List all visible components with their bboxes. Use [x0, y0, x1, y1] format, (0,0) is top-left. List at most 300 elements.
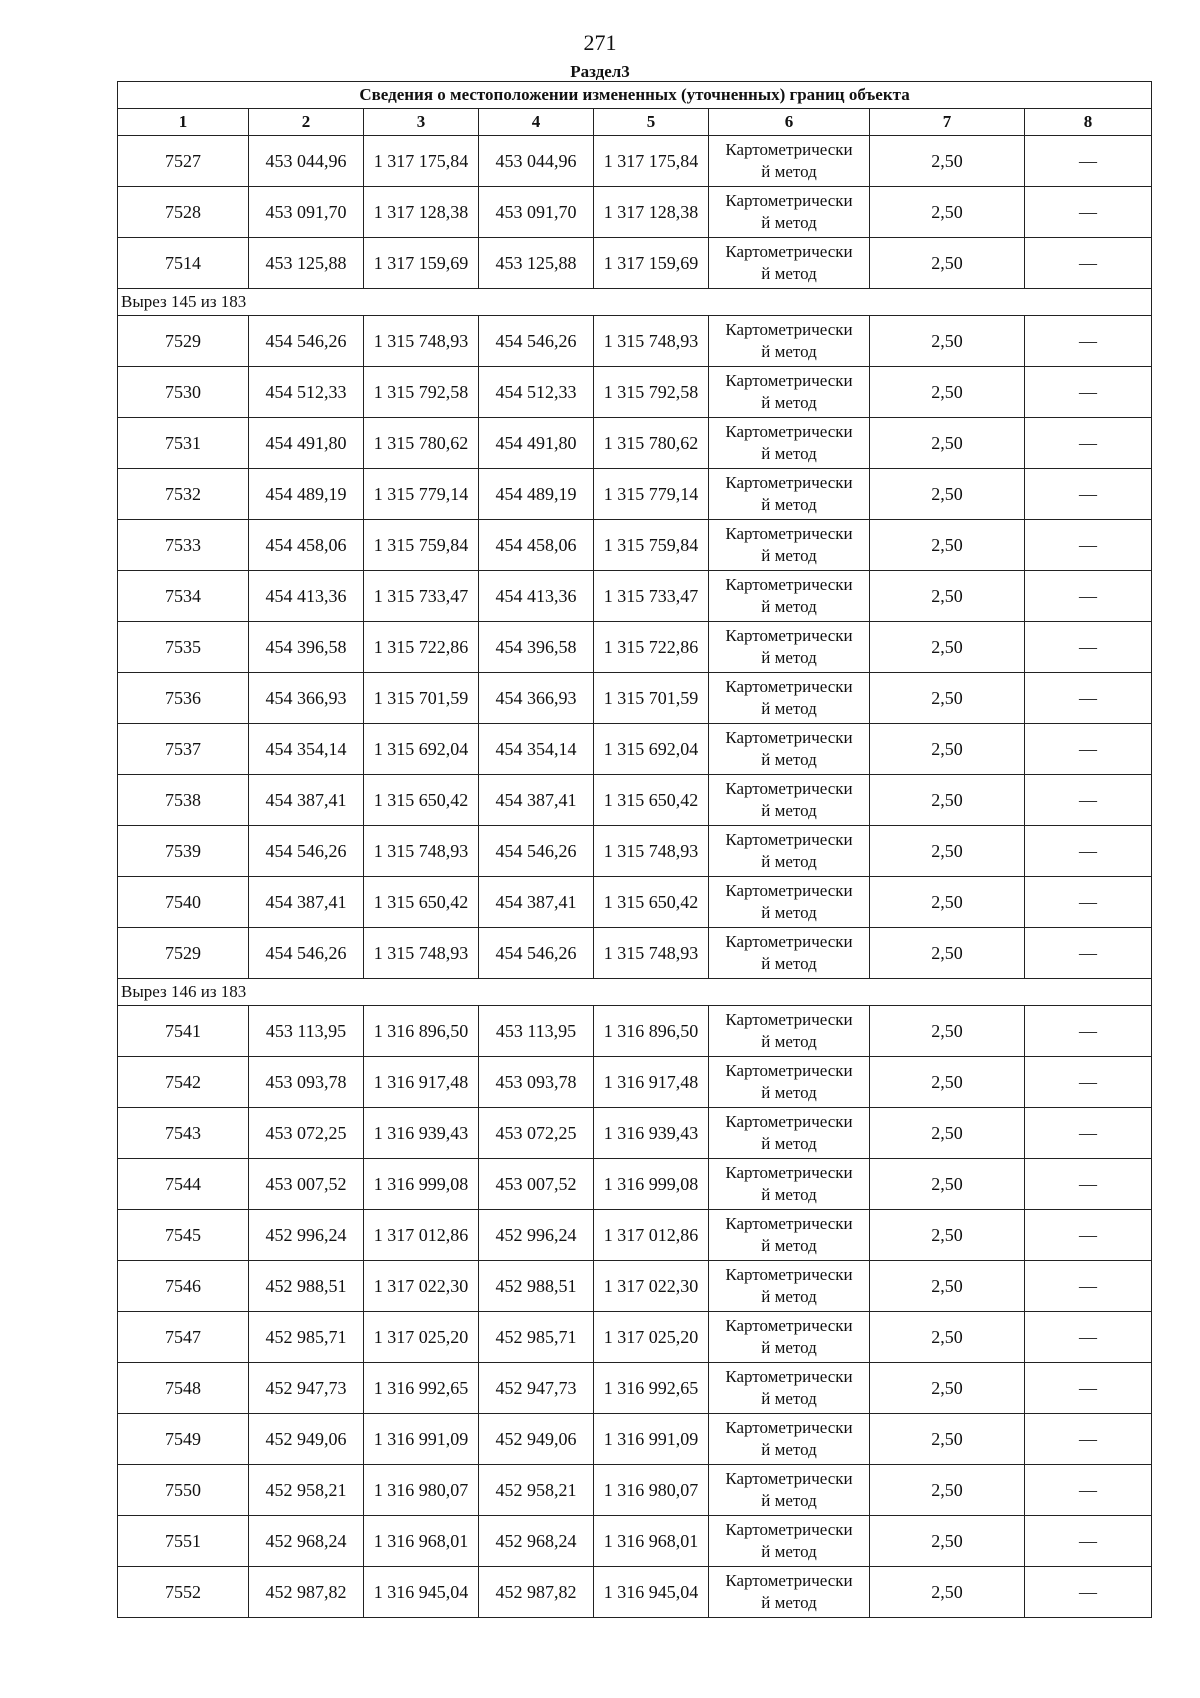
y-existing-cell: 1 315 792,58	[364, 367, 479, 418]
table-row	[118, 673, 1152, 724]
accuracy-cell: 2,50	[870, 136, 1025, 187]
method-line: Картометрически	[725, 320, 853, 339]
x-existing-cell: 452 958,21	[249, 1465, 364, 1516]
y-refined-cell: 1 315 692,04	[594, 724, 709, 775]
x-existing-cell: 454 546,26	[249, 316, 364, 367]
method-cell	[709, 1363, 870, 1414]
description-cell: —	[1025, 469, 1152, 520]
x-existing-cell: 454 491,80	[249, 418, 364, 469]
column-number: 6	[709, 109, 870, 136]
point-number-cell: 7547	[118, 1312, 249, 1363]
x-existing-cell: 454 489,19	[249, 469, 364, 520]
table-row	[118, 1567, 1152, 1618]
table-row	[118, 826, 1152, 877]
method-cell	[709, 1210, 870, 1261]
y-existing-cell: 1 315 650,42	[364, 877, 479, 928]
description-cell: —	[1025, 1465, 1152, 1516]
accuracy-cell: 2,50	[870, 1159, 1025, 1210]
y-refined-cell: 1 316 939,43	[594, 1108, 709, 1159]
column-number: 2	[249, 109, 364, 136]
method-line: Картометрически	[725, 1367, 853, 1386]
description-cell: —	[1025, 724, 1152, 775]
description-cell: —	[1025, 1414, 1152, 1465]
method-line: Картометрически	[725, 1163, 853, 1182]
x-existing-cell: 453 007,52	[249, 1159, 364, 1210]
accuracy-cell: 2,50	[870, 1465, 1025, 1516]
y-existing-cell: 1 315 748,93	[364, 928, 479, 979]
table-row	[118, 1159, 1152, 1210]
x-existing-cell: 454 396,58	[249, 622, 364, 673]
method-cell	[709, 469, 870, 520]
x-existing-cell: 452 985,71	[249, 1312, 364, 1363]
description-cell: —	[1025, 316, 1152, 367]
method-cell	[709, 724, 870, 775]
x-refined-cell: 454 413,36	[479, 571, 594, 622]
method-line: Картометрически	[725, 1061, 853, 1080]
method-line: й метод	[761, 699, 817, 718]
description-cell: —	[1025, 367, 1152, 418]
x-existing-cell: 453 072,25	[249, 1108, 364, 1159]
method-line: й метод	[761, 444, 817, 463]
table-row	[118, 1210, 1152, 1261]
description-cell: —	[1025, 520, 1152, 571]
x-refined-cell: 454 354,14	[479, 724, 594, 775]
method-line: й метод	[761, 264, 817, 283]
table-row	[118, 367, 1152, 418]
method-cell	[709, 1465, 870, 1516]
x-existing-cell: 453 093,78	[249, 1057, 364, 1108]
method-line: й метод	[761, 954, 817, 973]
y-existing-cell: 1 317 175,84	[364, 136, 479, 187]
x-refined-cell: 454 396,58	[479, 622, 594, 673]
description-cell: —	[1025, 1006, 1152, 1057]
description-cell: —	[1025, 1108, 1152, 1159]
point-number-cell: 7541	[118, 1006, 249, 1057]
y-refined-cell: 1 315 780,62	[594, 418, 709, 469]
accuracy-cell: 2,50	[870, 724, 1025, 775]
point-number-cell: 7533	[118, 520, 249, 571]
column-number: 3	[364, 109, 479, 136]
x-existing-cell: 454 387,41	[249, 877, 364, 928]
point-number-cell: 7535	[118, 622, 249, 673]
y-refined-cell: 1 315 748,93	[594, 316, 709, 367]
table-row	[118, 724, 1152, 775]
y-existing-cell: 1 315 692,04	[364, 724, 479, 775]
accuracy-cell: 2,50	[870, 187, 1025, 238]
point-number-cell: 7536	[118, 673, 249, 724]
accuracy-cell: 2,50	[870, 520, 1025, 571]
table-row	[118, 775, 1152, 826]
column-number-row	[118, 109, 1152, 136]
y-refined-cell: 1 315 779,14	[594, 469, 709, 520]
x-existing-cell: 454 546,26	[249, 928, 364, 979]
method-line: Картометрически	[725, 1469, 853, 1488]
y-existing-cell: 1 315 779,14	[364, 469, 479, 520]
method-cell	[709, 928, 870, 979]
x-existing-cell: 452 996,24	[249, 1210, 364, 1261]
description-cell: —	[1025, 622, 1152, 673]
y-existing-cell: 1 317 159,69	[364, 238, 479, 289]
method-line: й метод	[761, 162, 817, 181]
x-existing-cell: 452 968,24	[249, 1516, 364, 1567]
x-existing-cell: 454 458,06	[249, 520, 364, 571]
y-existing-cell: 1 316 999,08	[364, 1159, 479, 1210]
x-existing-cell: 453 091,70	[249, 187, 364, 238]
method-line: Картометрически	[725, 371, 853, 390]
y-existing-cell: 1 315 650,42	[364, 775, 479, 826]
group-header-row	[118, 979, 1152, 1006]
x-refined-cell: 452 985,71	[479, 1312, 594, 1363]
y-refined-cell: 1 317 159,69	[594, 238, 709, 289]
y-existing-cell: 1 317 025,20	[364, 1312, 479, 1363]
method-line: й метод	[761, 1032, 817, 1051]
x-existing-cell: 452 988,51	[249, 1261, 364, 1312]
table-row	[118, 1006, 1152, 1057]
method-cell	[709, 1108, 870, 1159]
coordinates-table	[117, 81, 1152, 1618]
y-refined-cell: 1 315 733,47	[594, 571, 709, 622]
method-line: й метод	[761, 1236, 817, 1255]
y-existing-cell: 1 315 748,93	[364, 826, 479, 877]
method-cell	[709, 136, 870, 187]
method-cell	[709, 418, 870, 469]
accuracy-cell: 2,50	[870, 1006, 1025, 1057]
method-cell	[709, 367, 870, 418]
column-number: 7	[870, 109, 1025, 136]
method-line: Картометрически	[725, 473, 853, 492]
x-refined-cell: 452 987,82	[479, 1567, 594, 1618]
x-refined-cell: 453 044,96	[479, 136, 594, 187]
x-refined-cell: 454 491,80	[479, 418, 594, 469]
x-refined-cell: 454 366,93	[479, 673, 594, 724]
method-line: й метод	[761, 1542, 817, 1561]
x-refined-cell: 453 113,95	[479, 1006, 594, 1057]
point-number-cell: 7550	[118, 1465, 249, 1516]
group-header: Вырез 146 из 183	[118, 979, 1152, 1006]
x-refined-cell: 452 996,24	[479, 1210, 594, 1261]
method-cell	[709, 826, 870, 877]
point-number-cell: 7538	[118, 775, 249, 826]
table-row	[118, 187, 1152, 238]
x-refined-cell: 452 947,73	[479, 1363, 594, 1414]
accuracy-cell: 2,50	[870, 1414, 1025, 1465]
method-cell	[709, 1261, 870, 1312]
y-existing-cell: 1 316 939,43	[364, 1108, 479, 1159]
y-refined-cell: 1 316 991,09	[594, 1414, 709, 1465]
description-cell: —	[1025, 826, 1152, 877]
description-cell: —	[1025, 673, 1152, 724]
y-refined-cell: 1 315 722,86	[594, 622, 709, 673]
method-line: Картометрически	[725, 830, 853, 849]
x-existing-cell: 454 387,41	[249, 775, 364, 826]
method-line: й метод	[761, 648, 817, 667]
y-existing-cell: 1 315 701,59	[364, 673, 479, 724]
method-cell	[709, 622, 870, 673]
column-number: 5	[594, 109, 709, 136]
x-refined-cell: 454 546,26	[479, 826, 594, 877]
accuracy-cell: 2,50	[870, 571, 1025, 622]
method-cell	[709, 775, 870, 826]
method-line: й метод	[761, 1491, 817, 1510]
y-existing-cell: 1 315 780,62	[364, 418, 479, 469]
y-refined-cell: 1 317 022,30	[594, 1261, 709, 1312]
column-number: 1	[118, 109, 249, 136]
table-row	[118, 136, 1152, 187]
accuracy-cell: 2,50	[870, 316, 1025, 367]
y-refined-cell: 1 317 128,38	[594, 187, 709, 238]
x-refined-cell: 453 007,52	[479, 1159, 594, 1210]
method-line: й метод	[761, 903, 817, 922]
accuracy-cell: 2,50	[870, 1516, 1025, 1567]
method-cell	[709, 238, 870, 289]
accuracy-cell: 2,50	[870, 775, 1025, 826]
table-row	[118, 1465, 1152, 1516]
description-cell: —	[1025, 1057, 1152, 1108]
method-line: й метод	[761, 1338, 817, 1357]
point-number-cell: 7544	[118, 1159, 249, 1210]
description-cell: —	[1025, 187, 1152, 238]
y-existing-cell: 1 315 748,93	[364, 316, 479, 367]
method-line: Картометрически	[725, 728, 853, 747]
y-existing-cell: 1 315 722,86	[364, 622, 479, 673]
method-line: й метод	[761, 852, 817, 871]
table-row	[118, 877, 1152, 928]
method-line: й метод	[761, 342, 817, 361]
x-refined-cell: 453 072,25	[479, 1108, 594, 1159]
table-row	[118, 1363, 1152, 1414]
x-existing-cell: 454 354,14	[249, 724, 364, 775]
x-refined-cell: 454 387,41	[479, 775, 594, 826]
y-refined-cell: 1 317 012,86	[594, 1210, 709, 1261]
accuracy-cell: 2,50	[870, 367, 1025, 418]
description-cell: —	[1025, 238, 1152, 289]
table-row	[118, 1057, 1152, 1108]
y-refined-cell: 1 316 999,08	[594, 1159, 709, 1210]
description-cell: —	[1025, 1210, 1152, 1261]
table-row	[118, 1516, 1152, 1567]
x-existing-cell: 454 366,93	[249, 673, 364, 724]
description-cell: —	[1025, 775, 1152, 826]
table-row	[118, 469, 1152, 520]
point-number-cell: 7546	[118, 1261, 249, 1312]
x-refined-cell: 452 968,24	[479, 1516, 594, 1567]
method-line: Картометрически	[725, 422, 853, 441]
method-line: Картометрически	[725, 575, 853, 594]
group-header: Вырез 145 из 183	[118, 289, 1152, 316]
point-number-cell: 7532	[118, 469, 249, 520]
y-refined-cell: 1 315 650,42	[594, 775, 709, 826]
accuracy-cell: 2,50	[870, 1567, 1025, 1618]
method-cell	[709, 1312, 870, 1363]
accuracy-cell: 2,50	[870, 673, 1025, 724]
accuracy-cell: 2,50	[870, 1108, 1025, 1159]
method-cell	[709, 316, 870, 367]
y-refined-cell: 1 315 759,84	[594, 520, 709, 571]
page-number: 271	[583, 30, 617, 55]
table-row	[118, 1261, 1152, 1312]
point-number-cell: 7539	[118, 826, 249, 877]
y-refined-cell: 1 315 792,58	[594, 367, 709, 418]
point-number-cell: 7552	[118, 1567, 249, 1618]
method-line: Картометрически	[725, 1316, 853, 1335]
table-row	[118, 571, 1152, 622]
y-existing-cell: 1 316 945,04	[364, 1567, 479, 1618]
method-cell	[709, 1006, 870, 1057]
method-line: Картометрически	[725, 242, 853, 261]
method-line: й метод	[761, 393, 817, 412]
x-existing-cell: 453 044,96	[249, 136, 364, 187]
description-cell: —	[1025, 928, 1152, 979]
x-refined-cell: 453 093,78	[479, 1057, 594, 1108]
method-cell	[709, 1414, 870, 1465]
y-existing-cell: 1 316 992,65	[364, 1363, 479, 1414]
method-line: й метод	[761, 1389, 817, 1408]
description-cell: —	[1025, 1567, 1152, 1618]
table-row	[118, 520, 1152, 571]
x-refined-cell: 454 387,41	[479, 877, 594, 928]
x-existing-cell: 454 512,33	[249, 367, 364, 418]
point-number-cell: 7514	[118, 238, 249, 289]
table-caption: Сведения о местоположении измененных (уточненных) границ объекта	[118, 82, 1152, 109]
group-header-row	[118, 289, 1152, 316]
description-cell: —	[1025, 1516, 1152, 1567]
point-number-cell: 7531	[118, 418, 249, 469]
method-line: Картометрически	[725, 1265, 853, 1284]
point-number-cell: 7537	[118, 724, 249, 775]
table-row	[118, 316, 1152, 367]
method-line: й метод	[761, 1083, 817, 1102]
y-refined-cell: 1 317 175,84	[594, 136, 709, 187]
method-cell	[709, 673, 870, 724]
table-row	[118, 622, 1152, 673]
method-line: й метод	[761, 495, 817, 514]
method-cell	[709, 520, 870, 571]
point-number-cell: 7549	[118, 1414, 249, 1465]
y-refined-cell: 1 316 896,50	[594, 1006, 709, 1057]
method-cell	[709, 1516, 870, 1567]
method-line: Картометрически	[725, 191, 853, 210]
y-existing-cell: 1 316 991,09	[364, 1414, 479, 1465]
y-existing-cell: 1 316 917,48	[364, 1057, 479, 1108]
x-refined-cell: 454 512,33	[479, 367, 594, 418]
x-refined-cell: 453 091,70	[479, 187, 594, 238]
description-cell: —	[1025, 1261, 1152, 1312]
point-number-cell: 7534	[118, 571, 249, 622]
accuracy-cell: 2,50	[870, 238, 1025, 289]
y-refined-cell: 1 315 748,93	[594, 826, 709, 877]
method-line: Картометрически	[725, 779, 853, 798]
method-cell	[709, 1159, 870, 1210]
description-cell: —	[1025, 136, 1152, 187]
x-existing-cell: 452 949,06	[249, 1414, 364, 1465]
description-cell: —	[1025, 571, 1152, 622]
method-line: й метод	[761, 597, 817, 616]
description-cell: —	[1025, 1363, 1152, 1414]
point-number-cell: 7528	[118, 187, 249, 238]
description-cell: —	[1025, 1159, 1152, 1210]
point-number-cell: 7530	[118, 367, 249, 418]
y-refined-cell: 1 316 968,01	[594, 1516, 709, 1567]
point-number-cell: 7527	[118, 136, 249, 187]
accuracy-cell: 2,50	[870, 1261, 1025, 1312]
method-line: й метод	[761, 546, 817, 565]
method-cell	[709, 1057, 870, 1108]
accuracy-cell: 2,50	[870, 1210, 1025, 1261]
x-existing-cell: 452 947,73	[249, 1363, 364, 1414]
method-cell	[709, 187, 870, 238]
x-refined-cell: 453 125,88	[479, 238, 594, 289]
x-refined-cell: 452 949,06	[479, 1414, 594, 1465]
method-line: Картометрически	[725, 1010, 853, 1029]
y-existing-cell: 1 315 733,47	[364, 571, 479, 622]
table-row	[118, 1108, 1152, 1159]
accuracy-cell: 2,50	[870, 877, 1025, 928]
accuracy-cell: 2,50	[870, 622, 1025, 673]
point-number-cell: 7540	[118, 877, 249, 928]
accuracy-cell: 2,50	[870, 1363, 1025, 1414]
method-line: Картометрически	[725, 1520, 853, 1539]
point-number-cell: 7551	[118, 1516, 249, 1567]
method-line: й метод	[761, 750, 817, 769]
table-caption-row	[118, 82, 1152, 109]
y-refined-cell: 1 315 701,59	[594, 673, 709, 724]
x-refined-cell: 454 546,26	[479, 316, 594, 367]
method-cell	[709, 1567, 870, 1618]
method-line: й метод	[761, 1185, 817, 1204]
x-existing-cell: 452 987,82	[249, 1567, 364, 1618]
method-line: Картометрически	[725, 881, 853, 900]
x-existing-cell: 453 125,88	[249, 238, 364, 289]
description-cell: —	[1025, 877, 1152, 928]
accuracy-cell: 2,50	[870, 1312, 1025, 1363]
method-line: й метод	[761, 1287, 817, 1306]
y-refined-cell: 1 316 992,65	[594, 1363, 709, 1414]
y-existing-cell: 1 317 022,30	[364, 1261, 479, 1312]
accuracy-cell: 2,50	[870, 1057, 1025, 1108]
table-row	[118, 238, 1152, 289]
point-number-cell: 7545	[118, 1210, 249, 1261]
y-existing-cell: 1 317 128,38	[364, 187, 479, 238]
y-existing-cell: 1 317 012,86	[364, 1210, 479, 1261]
accuracy-cell: 2,50	[870, 469, 1025, 520]
x-refined-cell: 452 958,21	[479, 1465, 594, 1516]
method-line: Картометрически	[725, 1418, 853, 1437]
section-title: Раздел3	[570, 62, 630, 81]
method-cell	[709, 571, 870, 622]
x-refined-cell: 454 489,19	[479, 469, 594, 520]
description-cell: —	[1025, 1312, 1152, 1363]
y-existing-cell: 1 316 968,01	[364, 1516, 479, 1567]
column-number: 8	[1025, 109, 1152, 136]
method-line: Картометрически	[725, 677, 853, 696]
method-line: Картометрически	[725, 932, 853, 951]
y-refined-cell: 1 316 917,48	[594, 1057, 709, 1108]
y-refined-cell: 1 316 945,04	[594, 1567, 709, 1618]
y-existing-cell: 1 316 980,07	[364, 1465, 479, 1516]
x-refined-cell: 454 458,06	[479, 520, 594, 571]
accuracy-cell: 2,50	[870, 418, 1025, 469]
x-refined-cell: 454 546,26	[479, 928, 594, 979]
point-number-cell: 7548	[118, 1363, 249, 1414]
table-row	[118, 1414, 1152, 1465]
x-refined-cell: 452 988,51	[479, 1261, 594, 1312]
point-number-cell: 7543	[118, 1108, 249, 1159]
description-cell: —	[1025, 418, 1152, 469]
table-row	[118, 928, 1152, 979]
method-line: й метод	[761, 801, 817, 820]
y-refined-cell: 1 317 025,20	[594, 1312, 709, 1363]
method-cell	[709, 877, 870, 928]
